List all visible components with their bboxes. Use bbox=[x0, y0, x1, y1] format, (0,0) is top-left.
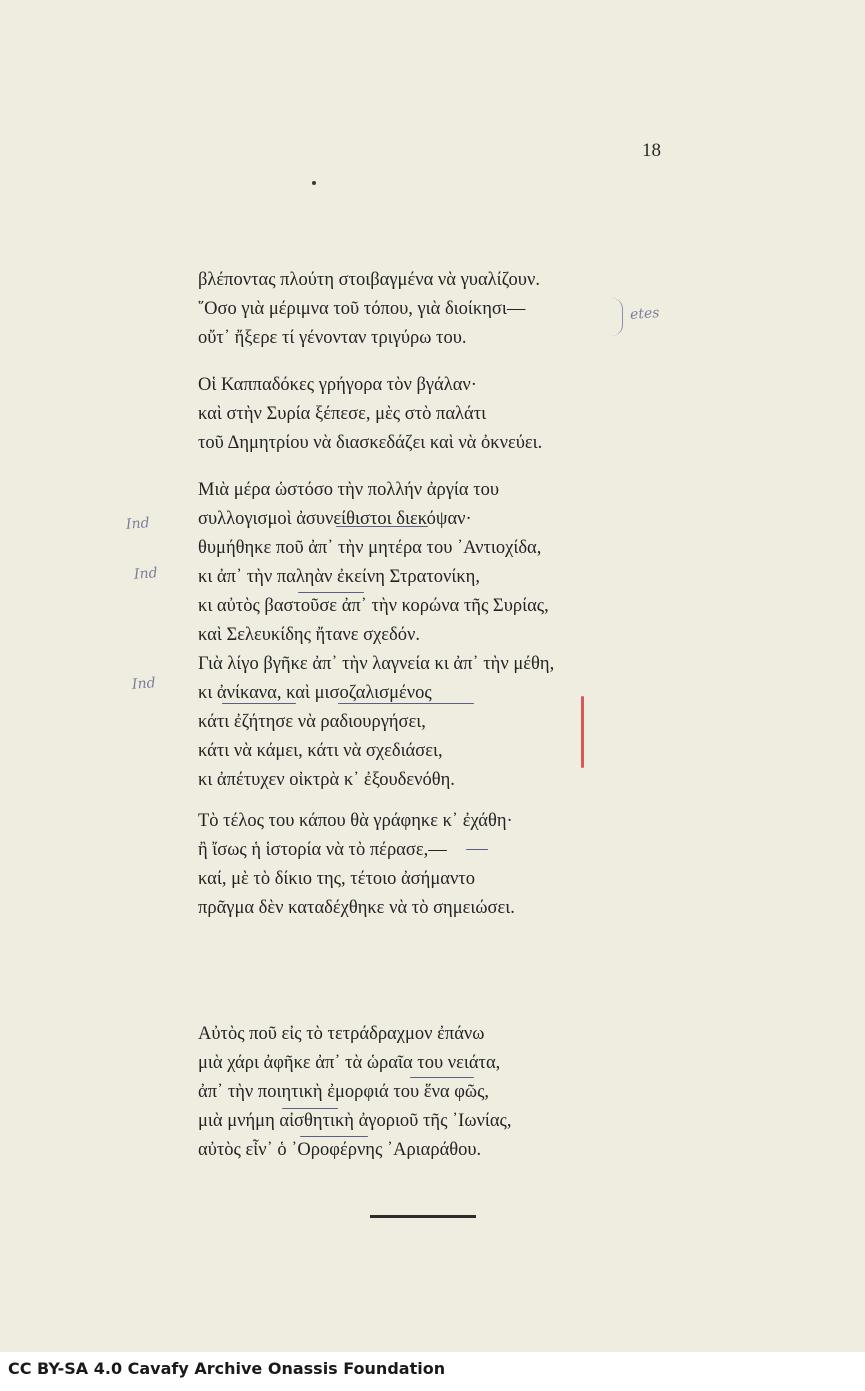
poem-line: κι ἀπέτυχεν οἰκτρὰ κ᾿ ἐξουδενόθη. bbox=[198, 770, 455, 790]
stanza-5 bbox=[198, 1020, 512, 1165]
stanza-2 bbox=[198, 371, 542, 458]
margin-note: Ind bbox=[131, 675, 157, 693]
poem-line: κάτι νὰ κάμει, κάτι νὰ σχεδιάσει, bbox=[198, 741, 443, 761]
poem-line: τοῦ Δημητρίου νὰ διασκεδάζει καὶ νὰ ὀκνεύει. bbox=[198, 433, 543, 453]
poem-line: πρᾶγμα δὲν καταδέχθηκε νὰ τὸ σημειώσει. bbox=[198, 898, 515, 918]
pencil-bracket bbox=[612, 298, 623, 336]
poem-line: οὔτ᾿ ἤξερε τί γένονταν τριγύρω του. bbox=[198, 328, 467, 348]
page-number: 18 bbox=[642, 140, 661, 161]
poem-line: Μιὰ μέρα ὡστόσο τὴν πολλήν ἀργία του bbox=[198, 480, 500, 500]
poem-line: καί, μὲ τὸ δίκιο της, τέτοιο ἀσήμαντο bbox=[198, 869, 475, 889]
poem-line: Αὐτὸς ποῦ εἰς τὸ τετράδραχμον ἐπάνω bbox=[198, 1024, 485, 1044]
ink-dot bbox=[312, 181, 316, 185]
pencil-underline bbox=[298, 592, 364, 593]
stanza-1 bbox=[198, 266, 540, 353]
pencil-underline bbox=[336, 526, 428, 527]
poem-line: βλέποντας πλούτη στοιβαγμένα νὰ γυαλίζουν. bbox=[198, 270, 540, 290]
end-rule bbox=[370, 1215, 476, 1218]
poem-line: καὶ Σελευκίδης ἤτανε σχεδόν. bbox=[198, 625, 420, 645]
margin-note: Ind bbox=[125, 515, 151, 533]
pencil-underline bbox=[410, 1077, 474, 1078]
credit-line: CC BY-SA 4.0 Cavafy Archive Onassis Foundation bbox=[8, 1359, 446, 1378]
poem-line: καὶ στὴν Συρία ξέπεσε, μὲς στὸ παλάτι bbox=[198, 404, 487, 424]
pencil-underline bbox=[222, 703, 296, 704]
poem-line: μιὰ χάρι ἀφῆκε ἀπ᾿ τὰ ὡραῖα του νειάτα, bbox=[198, 1053, 501, 1073]
pencil-underline bbox=[338, 703, 474, 704]
poem-line: ῞Οσο γιὰ μέριμνα τοῦ τόπου, γιὰ διοίκησι— bbox=[198, 299, 526, 319]
poem-line: ἀπ᾿ τὴν ποιητικὴ ἐμορφιά του ἕνα φῶς, bbox=[198, 1082, 490, 1102]
poem-line: μιὰ μνήμη αἰσθητικὴ ἀγοριοῦ τῆς ᾿Ιωνίας, bbox=[198, 1111, 512, 1131]
stanza-4 bbox=[198, 807, 515, 923]
pencil-underline bbox=[282, 1108, 338, 1109]
poem-line: θυμήθηκε ποῦ ἀπ᾿ τὴν μητέρα του ᾿Αντιοχίδα, bbox=[198, 538, 542, 558]
poem-line: συλλογισμοὶ ἀσυνείθιστοι διεκόψαν· bbox=[198, 509, 472, 529]
poem-line: Οἱ Καππαδόκες γρήγορα τὸν βγάλαν· bbox=[198, 375, 477, 395]
margin-note: Ind bbox=[133, 565, 159, 583]
poem-line: Τὸ τέλος του κάπου θὰ γράφηκε κ᾿ ἐχάθη· bbox=[198, 811, 513, 831]
poem-line: ἢ ἴσως ἡ ἱστορία νὰ τὸ πέρασε,— bbox=[198, 840, 447, 860]
poem-line: Γιὰ λίγο βγῆκε ἀπ᾿ τὴν λαγνεία κι ἀπ᾿ τὴν μέθη, bbox=[198, 654, 555, 674]
red-pencil-mark bbox=[581, 696, 584, 768]
poem-line: αὐτὸς εἶν᾿ ὁ ᾿Οροφέρνης ᾿Αριαράθου. bbox=[198, 1140, 482, 1160]
poem-line: κάτι ἐζήτησε νὰ ραδιουργήσει, bbox=[198, 712, 426, 732]
pencil-underline bbox=[300, 1136, 368, 1137]
poem-line: κι ἀνίκανα, καὶ μισοζαλισμένος bbox=[198, 683, 432, 703]
margin-note: etes bbox=[629, 304, 660, 324]
poem-line: κι ἀπ᾿ τὴν παληὰν ἐκείνη Στρατονίκη, bbox=[198, 567, 480, 587]
stanza-3 bbox=[198, 476, 554, 795]
poem-line: κι αὐτὸς βαστοῦσε ἀπ᾿ τὴν κορώνα τῆς Συρίας, bbox=[198, 596, 549, 616]
pencil-dash bbox=[466, 849, 488, 850]
